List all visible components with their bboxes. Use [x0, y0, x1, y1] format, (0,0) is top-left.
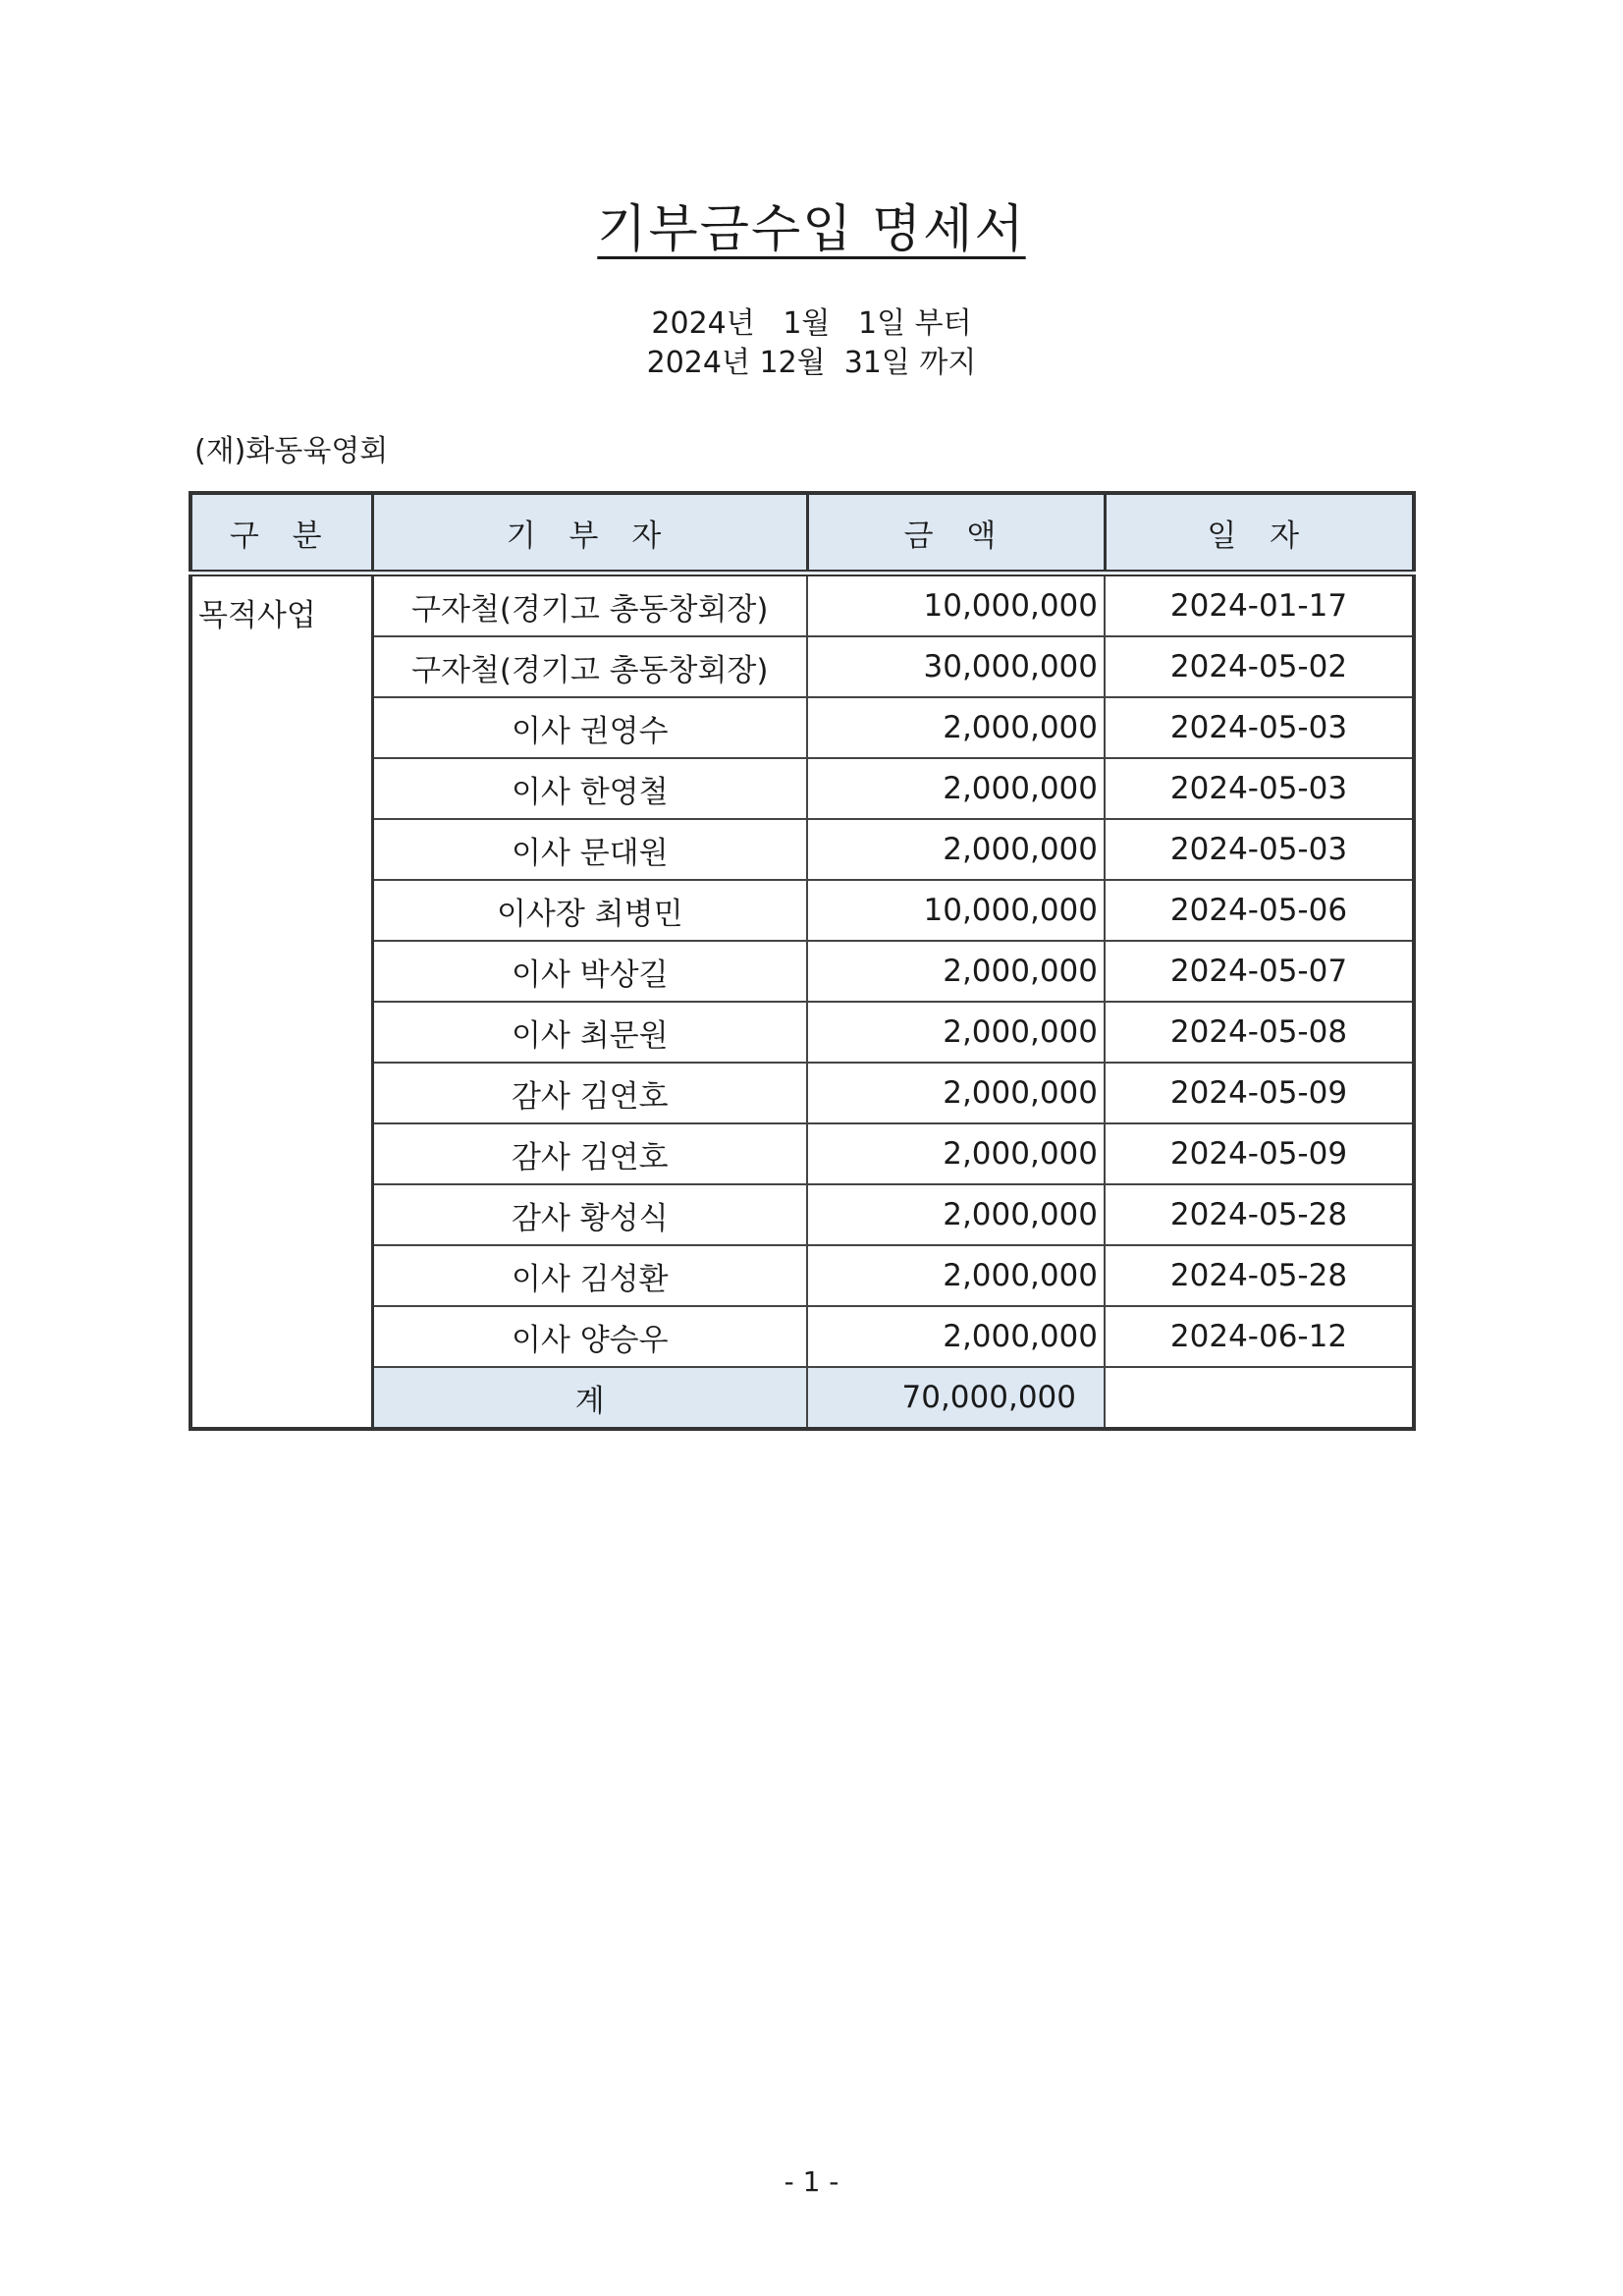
- amount-cell: 2,000,000: [807, 758, 1105, 819]
- document-title: [0, 198, 1623, 261]
- table-row: [190, 1123, 1414, 1184]
- donor-cell: 이사 권영수: [372, 697, 807, 758]
- amount-cell: 2,000,000: [807, 697, 1105, 758]
- total-date-empty: [1105, 1367, 1414, 1429]
- date-cell: 2024-06-12: [1105, 1306, 1414, 1367]
- date-cell: 2024-05-06: [1105, 880, 1414, 941]
- total-row: [190, 1367, 1414, 1429]
- amount-cell: 10,000,000: [807, 880, 1105, 941]
- date-cell: 2024-05-28: [1105, 1245, 1414, 1306]
- amount-cell: 2,000,000: [807, 1123, 1105, 1184]
- total-label: 계: [372, 1367, 807, 1429]
- date-cell: 2024-05-02: [1105, 636, 1414, 697]
- table-row: [190, 1306, 1414, 1367]
- donor-cell: 구자철(경기고 총동창회장): [372, 574, 807, 637]
- header-date: 일 자: [1105, 493, 1414, 574]
- donor-cell: 이사장 최병민: [372, 880, 807, 941]
- table-header-row: [190, 493, 1414, 574]
- donor-cell: 감사 황성식: [372, 1184, 807, 1245]
- date-cell: 2024-05-03: [1105, 819, 1414, 880]
- donor-cell: 감사 김연호: [372, 1063, 807, 1123]
- table-row: [190, 636, 1414, 697]
- total-amount: 70,000,000: [807, 1367, 1105, 1429]
- header-donor: 기 부 자: [372, 493, 807, 574]
- donor-cell: 구자철(경기고 총동창회장): [372, 636, 807, 697]
- date-cell: 2024-05-07: [1105, 941, 1414, 1002]
- table-row: [190, 1063, 1414, 1123]
- table-row: [190, 1245, 1414, 1306]
- amount-cell: 2,000,000: [807, 1063, 1105, 1123]
- date-cell: 2024-05-03: [1105, 697, 1414, 758]
- amount-cell: 2,000,000: [807, 1002, 1105, 1063]
- table-row: [190, 1002, 1414, 1063]
- header-category: 구 분: [190, 493, 372, 574]
- donor-cell: 이사 양승우: [372, 1306, 807, 1367]
- amount-cell: 2,000,000: [807, 941, 1105, 1002]
- period-to: 2024년 12월 31일 까지: [646, 346, 977, 380]
- page-number: - 1 -: [784, 2165, 839, 2198]
- donor-cell: 이사 박상길: [372, 941, 807, 1002]
- donor-cell: 감사 김연호: [372, 1123, 807, 1184]
- amount-cell: 2,000,000: [807, 819, 1105, 880]
- table-row: [190, 941, 1414, 1002]
- table-row: [190, 819, 1414, 880]
- date-cell: 2024-01-17: [1105, 574, 1414, 637]
- table-row: [190, 697, 1414, 758]
- table-row: [190, 758, 1414, 819]
- amount-cell: 2,000,000: [807, 1184, 1105, 1245]
- amount-cell: 30,000,000: [807, 636, 1105, 697]
- table-row: [190, 880, 1414, 941]
- date-cell: 2024-05-09: [1105, 1123, 1414, 1184]
- donor-cell: 이사 김성환: [372, 1245, 807, 1306]
- table-row: [190, 1184, 1414, 1245]
- date-cell: 2024-05-09: [1105, 1063, 1414, 1123]
- donation-ledger-table: [189, 491, 1416, 1431]
- table-row: [190, 574, 1414, 637]
- donor-cell: 이사 최문원: [372, 1002, 807, 1063]
- header-amount: 금 액: [807, 493, 1105, 574]
- amount-cell: 2,000,000: [807, 1306, 1105, 1367]
- document-title-text: 기부금수입 명세서: [597, 200, 1026, 259]
- date-cell: 2024-05-08: [1105, 1002, 1414, 1063]
- amount-cell: 2,000,000: [807, 1245, 1105, 1306]
- category-cell: 목적사업: [190, 574, 372, 1430]
- donor-cell: 이사 문대원: [372, 819, 807, 880]
- donor-cell: 이사 한영철: [372, 758, 807, 819]
- period-from: 2024년 1월 1일 부터: [651, 306, 972, 341]
- organization-name: (재)화동육영회: [194, 434, 389, 468]
- date-cell: 2024-05-28: [1105, 1184, 1414, 1245]
- date-cell: 2024-05-03: [1105, 758, 1414, 819]
- amount-cell: 10,000,000: [807, 574, 1105, 637]
